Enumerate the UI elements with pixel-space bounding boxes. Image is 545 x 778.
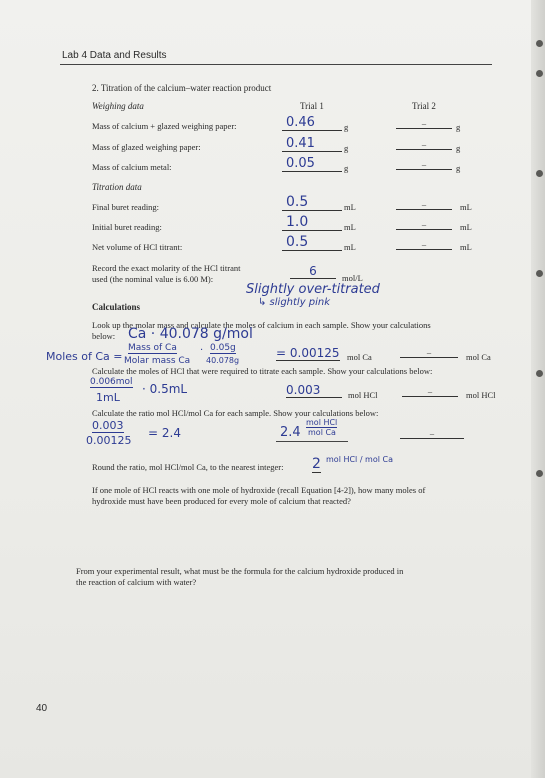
weighing-row-trial2: –	[396, 118, 452, 129]
titration-row-trial1: 0.5	[282, 234, 342, 251]
titration-row-trial2: –	[396, 239, 452, 250]
molarity-unit: mol/L	[342, 273, 363, 283]
question-text: below:	[92, 331, 116, 341]
trial2-blank: –	[400, 347, 458, 358]
weighing-row-trial1: 0.41	[282, 136, 342, 152]
titration-row-trial1: 0.5	[282, 194, 342, 211]
molarity-value: 6	[290, 264, 336, 279]
section-title: 2. Titration of the calcium–water reaction product	[92, 83, 272, 93]
handwritten-fraction-numerator: 0.003	[92, 419, 124, 432]
unit-label: g	[344, 143, 349, 153]
weighing-row-trial1: 0.05	[282, 156, 342, 172]
molarity-prompt: Record the exact molarity of the HCl titrant	[92, 263, 241, 273]
titration-row-trial1: 1.0	[282, 214, 342, 231]
titration-row-trial2: –	[396, 219, 452, 230]
trial1-header: Trial 1	[300, 101, 324, 111]
weighing-row-label: Mass of calcium + glazed weighing paper:	[92, 121, 237, 131]
molarity-prompt: used (the nominal value is 6.00 M):	[92, 274, 214, 284]
handwritten-moles-ca-result: = 0.00125	[276, 346, 340, 360]
binder-hole	[536, 40, 543, 47]
titration-row-label: Net volume of HCl titrant:	[92, 242, 183, 252]
unit-label: g	[456, 163, 461, 173]
binder-hole	[536, 170, 543, 177]
question-text: Look up the molar mass and calculate the moles of calcium in each sample. Show your calculations	[92, 320, 431, 330]
handwritten-ratio-unit-numerator: mol HCl	[306, 418, 338, 427]
page-edge	[531, 0, 545, 778]
weighing-row-label: Mass of calcium metal:	[92, 162, 172, 172]
handwritten-fraction-numerator: 0.006mol	[90, 377, 133, 387]
unit-label: g	[344, 163, 349, 173]
unit-label: g	[456, 122, 461, 132]
handwritten-moles-prefix: Moles of Ca =	[46, 350, 123, 363]
titration-row-trial2: –	[396, 199, 452, 210]
handwritten-fraction-denominator: Molar mass Ca	[124, 356, 191, 366]
answer-line	[276, 441, 348, 442]
unit-label: g	[344, 122, 349, 132]
handwritten-multiplier: · 0.5mL	[142, 382, 188, 396]
handwritten-fraction-denominator: 0.00125	[86, 434, 132, 447]
handwritten-ratio-value: 2.4	[280, 425, 301, 440]
handwritten-ratio-result: = 2.4	[148, 426, 181, 440]
trial2-blank: –	[400, 428, 464, 439]
question-text: hydroxide must have been produced for every mole of calcium that reacted?	[92, 496, 351, 506]
handwritten-molar-mass: Ca · 40.078 g/mol	[128, 326, 253, 342]
unit-label: mL	[344, 202, 356, 212]
calculations-heading: Calculations	[92, 302, 141, 312]
unit-label: g	[456, 143, 461, 153]
handwritten-rounded-ratio-unit: mol HCl / mol Ca	[326, 455, 393, 464]
handwritten-ratio-unit-denominator: mol Ca	[308, 428, 336, 437]
binder-hole	[536, 270, 543, 277]
unit-label: mol Ca	[466, 352, 491, 362]
weighing-row-trial1: 0.46	[282, 115, 342, 131]
titration-row-label: Final buret reading:	[92, 202, 160, 212]
unit-label: mL	[344, 222, 356, 232]
unit-label: mL	[460, 242, 472, 252]
weighing-row-trial2: –	[396, 159, 452, 170]
handwritten-operator: ·	[200, 345, 204, 356]
handwritten-moles-hcl-result: 0.003	[286, 383, 342, 398]
header-rule	[60, 64, 492, 65]
trial2-header: Trial 2	[412, 101, 436, 111]
handwritten-rounded-ratio: 2	[312, 456, 321, 472]
question-text: Calculate the ratio mol HCl/mol Ca for each sample. Show your calculations below:	[92, 408, 379, 418]
handwritten-fraction-numerator: 0.05g	[210, 343, 236, 353]
binder-hole	[536, 370, 543, 377]
unit-label: mL	[460, 202, 472, 212]
handwritten-note: ↳ slightly pink	[258, 297, 331, 308]
titration-row-label: Initial buret reading:	[92, 222, 162, 232]
unit-label: mL	[344, 242, 356, 252]
question-text: the reaction of calcium with water?	[76, 577, 197, 587]
weighing-label: Weighing data	[92, 101, 144, 111]
question-text: Calculate the moles of HCl that were required to titrate each sample. Show your calculations below:	[92, 366, 433, 376]
binder-hole	[536, 470, 543, 477]
handwritten-fraction-denominator: 40.078g	[206, 356, 240, 365]
binder-hole	[536, 70, 543, 77]
page-number: 40	[36, 703, 48, 714]
weighing-row-trial2: –	[396, 139, 452, 150]
handwritten-fraction-numerator: Mass of Ca	[128, 343, 177, 353]
handwritten-fraction-denominator: 1mL	[96, 391, 120, 404]
page-header-title: Lab 4 Data and Results	[62, 50, 167, 61]
weighing-row-label: Mass of glazed weighing paper:	[92, 142, 201, 152]
question-text: Round the ratio, mol HCl/mol Ca, to the nearest integer:	[92, 462, 284, 472]
unit-label: mol HCl	[348, 390, 378, 400]
question-text: If one mole of HCl reacts with one mole of hydroxide (recall Equation [4-2]), how many moles of	[92, 485, 426, 495]
handwritten-note: Slightly over-titrated	[246, 282, 380, 297]
trial2-blank: –	[402, 386, 458, 397]
question-text: From your experimental result, what must be the formula for the calcium hydroxide produced in	[76, 566, 404, 576]
unit-label: mol HCl	[466, 390, 496, 400]
unit-label: mol Ca	[347, 352, 372, 362]
unit-label: mL	[460, 222, 472, 232]
titration-label: Titration data	[92, 182, 142, 192]
